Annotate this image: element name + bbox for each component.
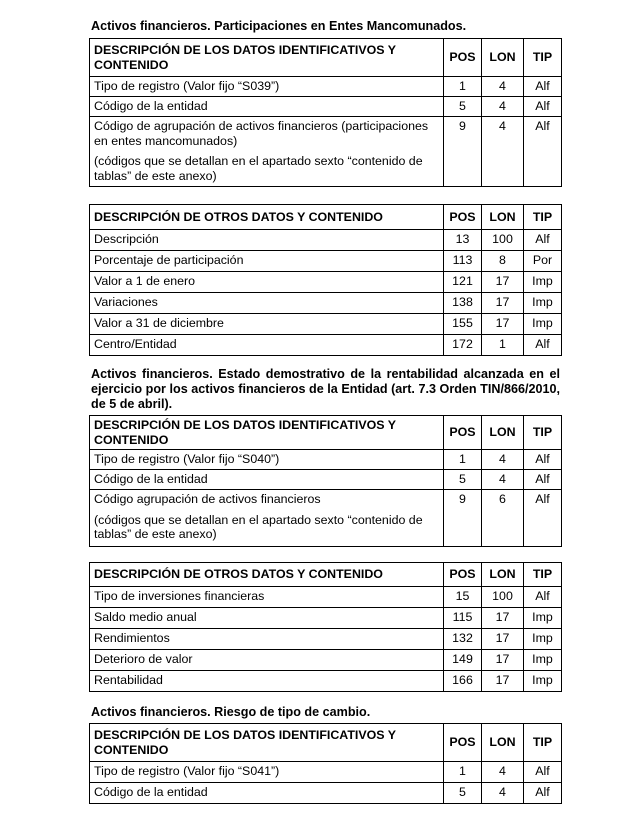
row-tip: Por (524, 251, 562, 272)
row-tip: Imp (524, 314, 562, 335)
table-row (90, 470, 562, 490)
row-lon: 17 (482, 272, 524, 293)
table-header-row (90, 205, 562, 230)
row-tip: Alf (524, 762, 562, 783)
table-row (90, 97, 562, 117)
row-tip: Imp (524, 608, 562, 629)
header-pos: POS (444, 39, 482, 77)
table-row (90, 762, 562, 783)
row-tip: Imp (524, 272, 562, 293)
row-pos: 5 (444, 470, 482, 490)
header-tip: TIP (524, 39, 562, 77)
table-row (90, 314, 562, 335)
header-tip: TIP (524, 724, 562, 762)
row-pos: 1 (444, 450, 482, 470)
header-descripcion: DESCRIPCIÓN DE LOS DATOS IDENTIFICATIVOS Y CONTENIDO (90, 416, 444, 450)
table-row (90, 608, 562, 629)
row-pos: 5 (444, 97, 482, 117)
header-lon: LON (482, 724, 524, 762)
row-desc: Valor a 1 de enero (90, 272, 444, 293)
table-s040-identificativos (89, 415, 562, 547)
row-tip: Alf (524, 97, 562, 117)
row-pos: 113 (444, 251, 482, 272)
row-desc: Descripción (90, 230, 444, 251)
row-desc: Código de la entidad (90, 783, 444, 804)
row-desc: Centro/Entidad (90, 335, 444, 356)
table-row (90, 293, 562, 314)
row-desc-cell (90, 490, 444, 547)
row-desc: Rentabilidad (90, 671, 444, 692)
row-desc: Código de agrupación de activos financieros (participaciones en entes mancomunados) (94, 119, 429, 148)
header-lon: LON (482, 416, 524, 450)
header-pos: POS (444, 563, 482, 587)
row-desc: Código agrupación de activos financieros (94, 492, 321, 506)
row-pos: 132 (444, 629, 482, 650)
row-tip: Imp (524, 671, 562, 692)
row-tip: Alf (524, 117, 562, 187)
header-lon: LON (482, 205, 524, 230)
row-lon: 8 (482, 251, 524, 272)
row-pos: 115 (444, 608, 482, 629)
row-tip: Imp (524, 650, 562, 671)
table-row (90, 587, 562, 608)
row-note: (códigos que se detallan en el apartado sexto “contenido de tablas” de este anexo) (94, 512, 423, 541)
table-s041-identificativos (89, 723, 562, 804)
row-desc: Deterioro de valor (90, 650, 444, 671)
row-pos: 155 (444, 314, 482, 335)
row-lon: 4 (482, 117, 524, 187)
header-pos: POS (444, 205, 482, 230)
table-row (90, 251, 562, 272)
section-title-3: Activos financieros. Riesgo de tipo de cambio. (91, 705, 371, 719)
row-desc: Tipo de registro (Valor fijo “S039”) (90, 77, 444, 97)
row-tip: Alf (524, 77, 562, 97)
row-lon: 17 (482, 629, 524, 650)
row-desc: Variaciones (90, 293, 444, 314)
header-tip: TIP (524, 563, 562, 587)
row-pos: 9 (444, 117, 482, 187)
row-tip: Alf (524, 783, 562, 804)
row-pos: 13 (444, 230, 482, 251)
table-header-row (90, 724, 562, 762)
row-lon: 4 (482, 762, 524, 783)
header-descripcion: DESCRIPCIÓN DE OTROS DATOS Y CONTENIDO (90, 205, 444, 230)
row-pos: 172 (444, 335, 482, 356)
header-lon: LON (482, 39, 524, 77)
table-row (90, 77, 562, 97)
table-row (90, 450, 562, 470)
table-row (90, 230, 562, 251)
row-pos: 1 (444, 762, 482, 783)
table-row (90, 335, 562, 356)
row-pos: 15 (444, 587, 482, 608)
row-pos: 121 (444, 272, 482, 293)
table-row (90, 490, 562, 547)
row-desc: Saldo medio anual (90, 608, 444, 629)
row-lon: 100 (482, 230, 524, 251)
row-pos: 166 (444, 671, 482, 692)
section-title-1: Activos financieros. Participaciones en Entes Mancomunados. (91, 19, 467, 33)
row-desc: Código de la entidad (90, 470, 444, 490)
header-descripcion: DESCRIPCIÓN DE LOS DATOS IDENTIFICATIVOS Y CONTENIDO (90, 724, 444, 762)
row-pos: 149 (444, 650, 482, 671)
row-tip: Imp (524, 293, 562, 314)
row-lon: 17 (482, 314, 524, 335)
header-pos: POS (444, 416, 482, 450)
table-s040-otros-datos (89, 562, 562, 692)
row-lon: 4 (482, 97, 524, 117)
row-desc: Código de la entidad (90, 97, 444, 117)
row-lon: 17 (482, 293, 524, 314)
table-row (90, 629, 562, 650)
row-lon: 4 (482, 77, 524, 97)
table-header-row (90, 39, 562, 77)
row-lon: 4 (482, 450, 524, 470)
row-lon: 6 (482, 490, 524, 547)
row-desc: Tipo de inversiones financieras (90, 587, 444, 608)
row-note: (códigos que se detallan en el apartado sexto “contenido de tablas” de este anexo) (94, 154, 423, 183)
table-s039-otros-datos (89, 204, 562, 356)
table-header-row (90, 416, 562, 450)
row-pos: 1 (444, 77, 482, 97)
row-pos: 138 (444, 293, 482, 314)
row-lon: 1 (482, 335, 524, 356)
row-lon: 17 (482, 671, 524, 692)
header-lon: LON (482, 563, 524, 587)
header-descripcion: DESCRIPCIÓN DE LOS DATOS IDENTIFICATIVOS Y CONTENIDO (90, 39, 444, 77)
row-tip: Alf (524, 490, 562, 547)
row-tip: Alf (524, 587, 562, 608)
row-desc: Tipo de registro (Valor fijo “S041”) (90, 762, 444, 783)
section-title-2: Activos financieros. Estado demostrativo de la rentabilidad alcanzada en el ejercicio por los activos financieros de la Entidad (art. 7.3 Orden TIN/866/2010, de 5 de abril). (91, 367, 560, 411)
table-row (90, 117, 562, 187)
row-desc: Tipo de registro (Valor fijo “S040”) (90, 450, 444, 470)
header-pos: POS (444, 724, 482, 762)
table-row (90, 650, 562, 671)
row-desc: Valor a 31 de diciembre (90, 314, 444, 335)
table-header-row (90, 563, 562, 587)
row-desc: Porcentaje de participación (90, 251, 444, 272)
table-s039-identificativos (89, 38, 562, 187)
row-lon: 4 (482, 470, 524, 490)
row-desc: Rendimientos (90, 629, 444, 650)
row-tip: Alf (524, 470, 562, 490)
header-descripcion: DESCRIPCIÓN DE OTROS DATOS Y CONTENIDO (90, 563, 444, 587)
table-row (90, 783, 562, 804)
table-row (90, 272, 562, 293)
row-desc-cell (90, 117, 444, 187)
row-pos: 9 (444, 490, 482, 547)
row-tip: Alf (524, 335, 562, 356)
row-pos: 5 (444, 783, 482, 804)
table-row (90, 671, 562, 692)
row-lon: 100 (482, 587, 524, 608)
row-tip: Imp (524, 629, 562, 650)
row-lon: 17 (482, 650, 524, 671)
header-tip: TIP (524, 416, 562, 450)
row-tip: Alf (524, 450, 562, 470)
row-lon: 4 (482, 783, 524, 804)
row-tip: Alf (524, 230, 562, 251)
header-tip: TIP (524, 205, 562, 230)
row-lon: 17 (482, 608, 524, 629)
